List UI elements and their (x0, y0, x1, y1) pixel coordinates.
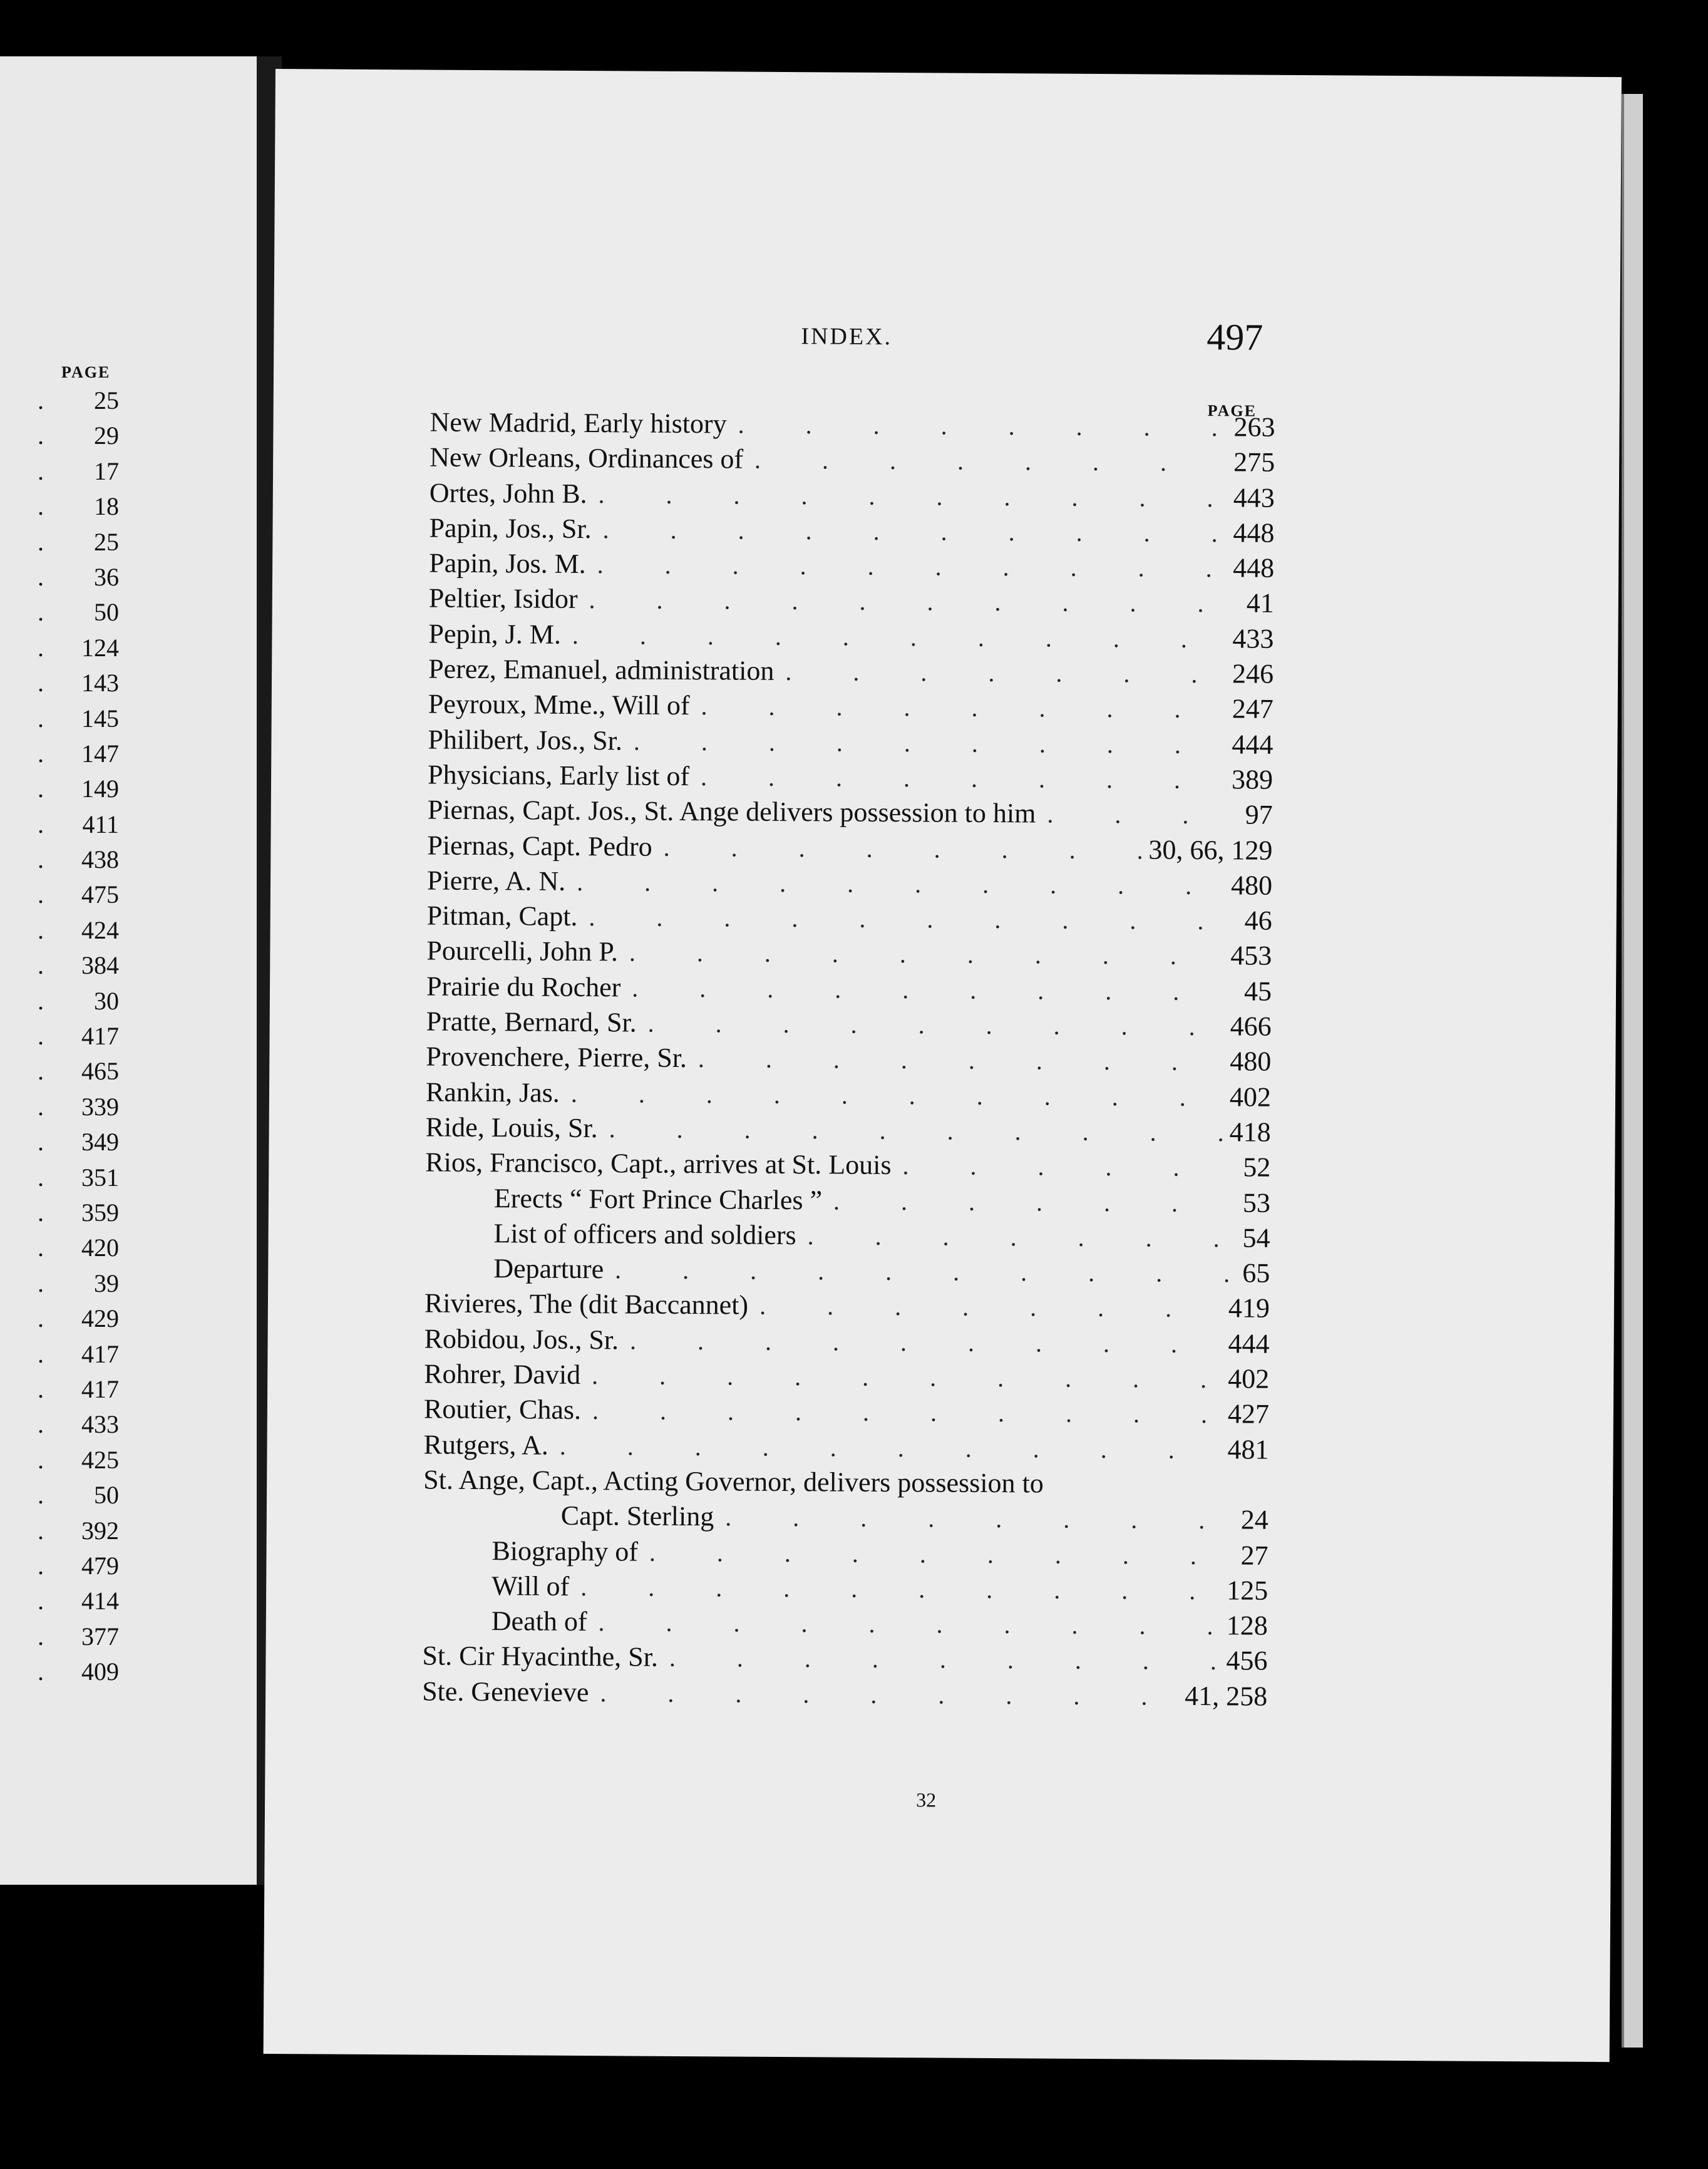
index-entry-name: List of officers and soldiers (493, 1217, 796, 1250)
left-ref-number: 479 (81, 1551, 119, 1580)
dot-leader (589, 1676, 1178, 1714)
index-entry (428, 687, 1273, 728)
index-entry-page-ref: 448 (1233, 517, 1275, 549)
index-entry-name: Biography of (491, 1535, 639, 1567)
leader-dot: . (38, 951, 44, 980)
left-ref-number: 50 (94, 1481, 119, 1510)
index-entry-name: Capt. Sterling (560, 1500, 714, 1532)
index-entry (427, 863, 1272, 904)
index-entry (424, 1321, 1269, 1362)
right-page (264, 69, 1622, 2062)
dot-leader (587, 477, 1227, 516)
left-ref-number: 17 (94, 456, 119, 485)
leader-dot: . (38, 1092, 44, 1121)
left-ref-item (38, 1407, 119, 1442)
dot-leader (592, 512, 1227, 551)
index-entry (425, 1145, 1270, 1186)
index-entry (427, 899, 1272, 939)
left-ref-number: 145 (81, 704, 119, 733)
dot-leader (774, 654, 1226, 692)
left-ref-item (38, 1337, 119, 1372)
index-entry (428, 616, 1273, 657)
index-entry-page-ref: 481 (1227, 1433, 1269, 1465)
page-edge (1622, 94, 1643, 2048)
index-entry-page-ref: 453 (1230, 940, 1272, 972)
left-ref-number: 18 (94, 492, 119, 521)
left-ref-number: 25 (94, 386, 119, 415)
leader-dot: . (38, 775, 44, 803)
index-entry-page-ref: 433 (1232, 623, 1274, 654)
dot-leader (743, 443, 1227, 480)
index-entry-page-ref: 41, 258 (1185, 1680, 1268, 1712)
left-ref-item (38, 807, 119, 842)
index-entry (427, 828, 1272, 868)
dot-leader (619, 1323, 1222, 1362)
index-entry-page-ref: 389 (1231, 764, 1273, 795)
leader-dot: . (38, 810, 44, 838)
left-ref-item (38, 489, 119, 524)
index-entry-page-ref: 247 (1232, 693, 1273, 725)
index-entry-page-ref: 402 (1229, 1081, 1272, 1113)
index-entry-page-ref: 480 (1230, 870, 1273, 901)
index-entry-page-ref: 65 (1242, 1257, 1270, 1289)
leader-dot: . (38, 1057, 44, 1086)
index-entry-name: Will of (491, 1570, 570, 1602)
index-entry (430, 475, 1275, 516)
index-entry-page-ref: 263 (1233, 411, 1275, 443)
index-entry-name: Rohrer, David (424, 1358, 581, 1391)
left-page-ref-list (38, 383, 119, 1689)
dot-leader (580, 1358, 1222, 1397)
dot-leader (689, 760, 1225, 798)
left-page-column-label: PAGE (61, 363, 111, 381)
left-ref-number: 147 (81, 739, 119, 768)
index-entry-page-ref: 27 (1240, 1539, 1268, 1571)
left-ref-number: 377 (81, 1622, 119, 1651)
index-entry-name: Piernas, Capt. Jos., St. Ange delivers possession to him (427, 794, 1036, 829)
left-ref-item (38, 1478, 119, 1513)
leader-dot: . (38, 1410, 44, 1439)
left-ref-item (38, 1654, 119, 1689)
index-entry (429, 581, 1274, 622)
left-ref-item (38, 525, 119, 560)
index-entry-name: Physicians, Early list of (427, 759, 690, 792)
leader-dot: . (38, 1657, 44, 1686)
index-entry-page-ref: 46 (1244, 905, 1272, 936)
left-ref-number: 475 (81, 880, 119, 909)
index-entry-page-ref: 97 (1245, 799, 1273, 831)
index-entry (429, 510, 1274, 551)
index-entry-name: Perez, Emanuel, administration (428, 653, 774, 686)
left-ref-item (38, 1019, 119, 1054)
left-page (0, 56, 263, 1885)
index-entry-page-ref: 480 (1230, 1046, 1272, 1078)
index-entry (423, 1427, 1268, 1468)
left-ref-number: 359 (81, 1198, 119, 1227)
index-entry-name: Erects “ Fort Prince Charles ” (493, 1182, 823, 1215)
leader-dot: . (38, 986, 44, 1015)
dot-leader (1036, 797, 1239, 833)
index-entry-name: Pitman, Capt. (426, 900, 578, 932)
index-entry-page-ref: 419 (1228, 1292, 1270, 1324)
left-ref-item (38, 1548, 119, 1584)
page-number: 497 (1206, 316, 1263, 358)
leader-dot: . (38, 421, 44, 450)
left-ref-number: 351 (81, 1163, 119, 1192)
index-entry-page-ref: 54 (1242, 1222, 1270, 1254)
index-entry-name: Departure (493, 1253, 604, 1285)
index-entry-page-ref: 24 (1240, 1504, 1269, 1535)
left-ref-number: 392 (81, 1516, 119, 1545)
dot-leader (598, 1111, 1223, 1150)
index-entry (424, 1357, 1269, 1398)
dot-leader (581, 1393, 1222, 1432)
left-ref-item (38, 877, 119, 912)
index-entry (426, 969, 1272, 1009)
left-ref-item (38, 418, 119, 453)
dot-leader (748, 1289, 1222, 1326)
left-ref-item (38, 1266, 119, 1301)
dot-leader (638, 1535, 1235, 1573)
left-ref-item (38, 1230, 119, 1265)
left-ref-number: 29 (94, 421, 119, 450)
index-entry-name: St. Ange, Capt., Acting Governor, delivers possession to (423, 1464, 1044, 1499)
index-entry (426, 1004, 1272, 1045)
index-entry (422, 1639, 1267, 1679)
leader-dot: . (38, 562, 44, 591)
leader-dot: . (38, 386, 44, 415)
leader-dot: . (38, 1269, 44, 1297)
left-ref-number: 414 (81, 1587, 119, 1615)
index-entry-name: Papin, Jos., Sr. (429, 512, 592, 544)
leader-dot: . (38, 492, 44, 521)
index-entry-page-ref: 41 (1246, 587, 1274, 619)
page-column-label: PAGE (1207, 401, 1257, 420)
index-entry (426, 1074, 1271, 1115)
index-entry-name: Rankin, Jas. (425, 1076, 560, 1108)
left-ref-item (38, 771, 119, 806)
left-ref-number: 465 (81, 1057, 119, 1086)
index-entry (424, 1251, 1270, 1292)
dot-leader (586, 547, 1227, 586)
dot-leader (714, 1500, 1235, 1538)
index-entry-name: Pepin, J. M. (428, 618, 562, 650)
left-ref-item (38, 701, 119, 736)
index-entry-name: Prairie du Rocher (426, 971, 621, 1003)
leader-dot: . (38, 915, 44, 944)
index-entry-name: Piernas, Capt. Pedro (427, 830, 652, 862)
index-entry-name: Peyroux, Mme., Will of (428, 688, 690, 721)
left-ref-item (38, 1513, 119, 1548)
left-ref-number: 349 (81, 1128, 119, 1157)
index-entry-name: New Orleans, Ordinances of (430, 441, 744, 475)
left-ref-number: 339 (81, 1092, 119, 1121)
leader-dot: . (38, 1587, 44, 1615)
leader-dot: . (38, 1551, 44, 1580)
index-entry-name: Pratte, Bernard, Sr. (426, 1006, 637, 1038)
index-entry-name: Rios, Francisco, Capt., arrives at St. Louis (425, 1146, 892, 1181)
left-ref-item (38, 1125, 119, 1160)
left-ref-number: 36 (94, 562, 119, 591)
index-entry (426, 1110, 1271, 1150)
index-entry-list (422, 405, 1275, 1714)
index-entry (430, 405, 1275, 446)
index-entry-name: Pierre, A. N. (426, 865, 566, 897)
left-ref-item (38, 736, 119, 771)
dot-leader (577, 582, 1240, 621)
left-ref-item (38, 1054, 119, 1089)
leader-dot: . (38, 1234, 44, 1262)
leader-dot: . (38, 1516, 44, 1545)
leader-dot: . (38, 1374, 44, 1403)
index-entry-name: Death of (491, 1605, 587, 1637)
dot-leader (577, 900, 1238, 939)
dot-leader (652, 830, 1143, 868)
left-ref-number: 417 (81, 1374, 119, 1403)
leader-dot: . (38, 704, 44, 733)
dot-leader (891, 1148, 1237, 1185)
index-entry (424, 1215, 1270, 1256)
index-entry-page-ref: 52 (1243, 1151, 1271, 1183)
index-entry-name: New Madrid, Early history (430, 406, 727, 440)
index-entry-name: Provenchere, Pierre, Sr. (426, 1041, 687, 1074)
index-entry (423, 1498, 1268, 1538)
signature-mark: 32 (916, 1788, 937, 1811)
index-entry (424, 1286, 1270, 1327)
index-entry-page-ref: 466 (1230, 1011, 1272, 1042)
dot-leader (689, 689, 1225, 727)
left-ref-number: 143 (81, 669, 119, 698)
index-entry (426, 1039, 1271, 1080)
index-entry (430, 440, 1275, 481)
index-entry-page-ref: 30, 66, 129 (1148, 834, 1273, 866)
leader-dot: . (38, 1198, 44, 1227)
left-ref-item (38, 631, 119, 666)
leader-dot: . (38, 669, 44, 698)
index-entry-name: Ortes, John B. (429, 477, 587, 509)
dot-leader (687, 1041, 1224, 1079)
index-entry-page-ref: 125 (1227, 1575, 1268, 1606)
index-entry-page-ref: 443 (1233, 482, 1275, 513)
index-entry (428, 793, 1273, 833)
index-entry-page-ref: 427 (1227, 1398, 1270, 1430)
left-ref-number: 39 (94, 1269, 119, 1297)
index-entry (425, 1180, 1270, 1221)
left-ref-number: 411 (82, 810, 119, 838)
leader-dot: . (38, 598, 44, 627)
left-ref-number: 30 (94, 986, 119, 1015)
left-ref-item (38, 984, 119, 1019)
dot-leader (560, 1076, 1223, 1115)
index-entry (426, 934, 1272, 974)
running-header: INDEX. (801, 323, 893, 351)
left-ref-item (38, 1160, 119, 1195)
index-entry (423, 1533, 1268, 1574)
left-ref-item (38, 1443, 119, 1478)
left-ref-item (38, 1301, 119, 1336)
index-entry-page-ref: 275 (1233, 446, 1275, 478)
left-ref-item (38, 913, 119, 948)
left-ref-number: 420 (81, 1234, 119, 1262)
index-entry-page-ref: 456 (1226, 1645, 1268, 1677)
left-ref-number: 50 (94, 598, 119, 627)
leader-dot: . (38, 456, 44, 485)
left-ref-number: 149 (81, 775, 119, 803)
leader-dot: . (38, 1128, 44, 1157)
index-entry (428, 722, 1273, 763)
index-entry-page-ref: 418 (1229, 1116, 1271, 1148)
left-ref-number: 417 (81, 1339, 119, 1368)
index-entry-page-ref: 444 (1228, 1328, 1270, 1359)
dot-leader (618, 935, 1225, 974)
dot-leader (561, 618, 1227, 657)
leader-dot: . (38, 880, 44, 909)
leader-dot: . (38, 1481, 44, 1510)
left-ref-item (38, 1090, 119, 1125)
index-entry-page-ref: 444 (1232, 729, 1273, 760)
left-ref-number: 438 (81, 845, 119, 874)
left-ref-number: 409 (81, 1657, 119, 1686)
index-entry-name: Rutgers, A. (423, 1429, 548, 1461)
left-ref-item (38, 560, 119, 595)
left-ref-item (38, 454, 119, 489)
left-ref-number: 417 (81, 1022, 119, 1051)
dot-leader (620, 971, 1238, 1009)
left-ref-item (38, 948, 119, 983)
left-ref-item (38, 1619, 119, 1654)
left-ref-number: 424 (81, 915, 119, 944)
index-entry-page-ref: 246 (1232, 658, 1274, 689)
left-ref-item (38, 1372, 119, 1407)
left-ref-item (38, 383, 119, 418)
leader-dot: . (38, 527, 44, 556)
index-entry (423, 1604, 1268, 1644)
leader-dot: . (38, 739, 44, 768)
index-entry-page-ref: 128 (1226, 1610, 1268, 1641)
leader-dot: . (38, 1304, 44, 1333)
index-entry (429, 546, 1274, 587)
index-entry-name: Routier, Chas. (423, 1393, 582, 1426)
leader-dot: . (38, 1622, 44, 1651)
left-ref-item (38, 666, 119, 701)
index-entry-page-ref: 53 (1242, 1187, 1271, 1218)
left-ref-number: 25 (94, 527, 119, 556)
index-entry-page-ref: 402 (1228, 1363, 1270, 1394)
dot-leader (796, 1218, 1237, 1256)
left-ref-number: 124 (81, 633, 119, 662)
index-entry-page-ref: 45 (1243, 976, 1272, 1007)
dot-leader (637, 1006, 1224, 1044)
index-entry (424, 1392, 1269, 1433)
left-ref-item (38, 842, 119, 877)
leader-dot: . (38, 1445, 44, 1474)
leader-dot: . (38, 1339, 44, 1368)
left-ref-number: 433 (81, 1410, 119, 1439)
index-entry (422, 1674, 1267, 1714)
index-entry-page-ref: 448 (1233, 552, 1275, 584)
dot-leader (658, 1641, 1220, 1679)
dot-leader (622, 724, 1226, 763)
index-entry-name: Robidou, Jos., Sr. (424, 1323, 619, 1356)
index-entry-name: Ste. Genevieve (422, 1676, 589, 1708)
index-entry (428, 652, 1273, 693)
left-ref-number: 429 (81, 1304, 119, 1333)
leader-dot: . (38, 845, 44, 874)
leader-dot: . (38, 1163, 44, 1192)
index-entry-name: Peltier, Isidor (428, 582, 578, 615)
index-entry-name: Pourcelli, John P. (426, 935, 619, 967)
leader-dot: . (38, 633, 44, 662)
left-ref-number: 384 (81, 951, 119, 980)
index-entry-name: Ride, Louis, Sr. (425, 1111, 598, 1144)
dot-leader (604, 1252, 1236, 1291)
index-entry-name: St. Cir Hyacinthe, Sr. (422, 1640, 659, 1673)
leader-dot: . (38, 1022, 44, 1051)
dot-leader (569, 1570, 1220, 1609)
dot-leader (822, 1183, 1237, 1221)
dot-leader (565, 865, 1225, 904)
index-entry (423, 1568, 1268, 1609)
dot-leader (726, 407, 1227, 445)
left-ref-item (38, 1195, 119, 1230)
left-ref-item (38, 1584, 119, 1619)
dot-leader (548, 1428, 1222, 1467)
index-entry-name: Philibert, Jos., Sr. (428, 724, 623, 756)
left-ref-item (38, 595, 119, 630)
index-entry (428, 757, 1273, 798)
index-entry-name: Papin, Jos. M. (429, 547, 586, 580)
index-entry-name: Rivieres, The (dit Baccannet) (424, 1287, 749, 1321)
left-ref-number: 425 (81, 1445, 119, 1474)
dot-leader (587, 1605, 1220, 1644)
index-entry (423, 1462, 1268, 1503)
